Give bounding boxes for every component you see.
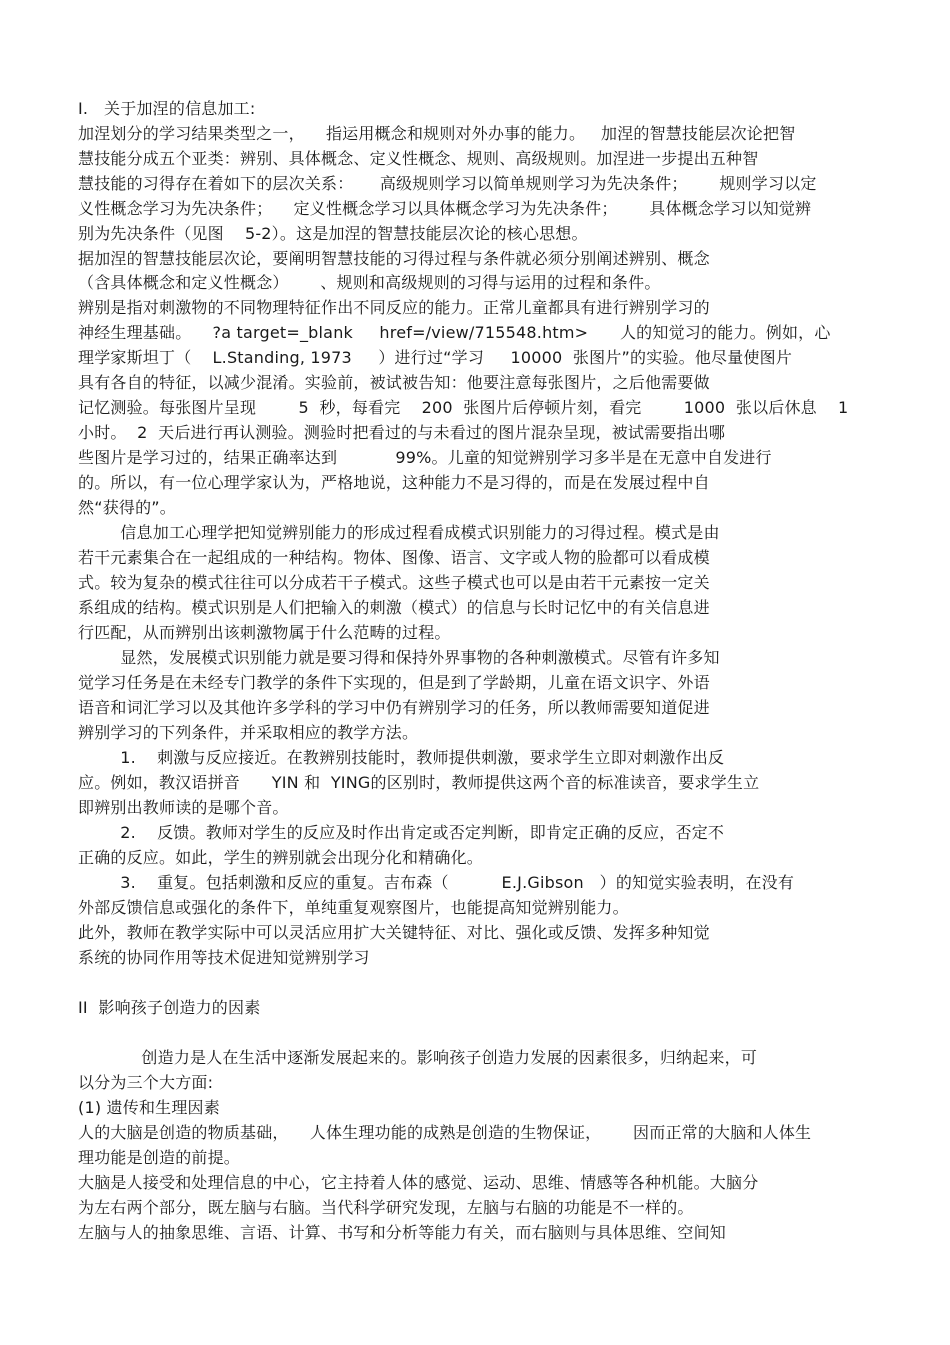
text-line: 据加涅的智慧技能层次论，要阐明智慧技能的习得过程与条件就必须分别阐述辨别、概念: [78, 249, 710, 268]
text-line: 式。较为复杂的模式往往可以分成若干子模式。这些子模式也可以是由若干元素按一定关: [78, 573, 710, 592]
text-line: 别为先决条件（见图 5-2）。这是加涅的智慧技能层次论的核心思想。: [78, 224, 588, 243]
section-1-heading: I. 关于加涅的信息加工:: [78, 99, 256, 118]
text-line: 行匹配，从而辨别出该刺激物属于什么范畴的过程。: [78, 623, 451, 642]
text-line: 大脑是人接受和处理信息的中心，它主持着人体的感觉、运动、思维、情感等各种机能。大脑分: [78, 1173, 759, 1192]
text-line: 创造力是人在生活中逐渐发展起来的。影响孩子创造力发展的因素很多，归纳起来，可: [78, 1048, 758, 1067]
text-line: 以分为三个大方面:: [78, 1073, 214, 1092]
text-line: 3. 重复。包括刺激和反应的重复。吉布森（ E.J.Gibson ）的知觉实验表明，在没有: [78, 873, 795, 892]
text-line: 的。所以，有一位心理学家认为，严格地说，这种能力不是习得的，而是在发展过程中自: [78, 473, 710, 492]
text-line: 显然，发展模式识别能力就是要习得和保持外界事物的各种刺激模式。尽管有许多知: [78, 648, 720, 667]
text-line: 此外，教师在教学实际中可以灵活应用扩大关键特征、对比、强化或反馈、发挥多种知觉: [78, 923, 710, 942]
text-line: 人的大脑是创造的物质基础， 人体生理功能的成熟是创造的生物保证， 因而正常的大脑和人体生: [78, 1123, 812, 1142]
text-line: 语音和词汇学习以及其他许多学科的学习中仍有辨别学习的任务，所以教师需要知道促进: [78, 698, 710, 717]
text-line: 即辨别出教师读的是哪个音。: [78, 798, 289, 817]
text-line: 加涅划分的学习结果类型之一， 指运用概念和规则对外办事的能力。 加涅的智慧技能层次论把智: [78, 124, 796, 143]
text-line: 辨别是指对刺激物的不同物理特征作出不同反应的能力。正常儿童都具有进行辨别学习的: [78, 298, 710, 317]
text-line: 为左右两个部分，既左脑与右脑。当代科学研究发现，左脑与右脑的功能是不一样的。: [78, 1198, 694, 1217]
text-line: (1) 遗传和生理因素: [78, 1098, 220, 1117]
section-2-heading: II 影响孩子创造力的因素: [78, 998, 261, 1017]
text-line: 系组成的结构。模式识别是人们把输入的刺激（模式）的信息与长时记忆中的有关信息进: [78, 598, 710, 617]
text-line: 理功能是创造的前提。: [78, 1148, 241, 1167]
text-line: 外部反馈信息或强化的条件下，单纯重复观察图片，也能提高知觉辨别能力。: [78, 898, 629, 917]
text-line: 应。例如，教汉语拼音 YIN 和 YING的区别时，教师提供这两个音的标准读音，要求学生立: [78, 773, 760, 792]
text-line: 然“获得的”。: [78, 498, 176, 517]
text-line: 左脑与人的抽象思维、言语、计算、书写和分析等能力有关，而右脑则与具体思维、空间知: [78, 1223, 727, 1242]
text-line: （含具体概念和定义性概念） 、规则和高级规则的习得与运用的过程和条件。: [78, 273, 661, 292]
text-line: 记忆测验。每张图片呈现 5 秒，每看完 200 张图片后停顿片刻，看完 1000 张以后休息 1: [78, 398, 849, 417]
text-line: 觉学习任务是在未经专门教学的条件下实现的，但是到了学龄期，儿童在语文识字、外语: [78, 673, 710, 692]
text-line: 义性概念学习为先决条件； 定义性概念学习以具体概念学习为先决条件； 具体概念学习以知觉辨: [78, 199, 812, 218]
text-line: 正确的反应。如此，学生的辨别就会出现分化和精确化。: [78, 848, 484, 867]
text-line: 些图片是学习过的，结果正确率达到 99%。儿童的知觉辨别学习多半是在无意中自发进行: [78, 448, 772, 467]
text-line: 神经生理基础。 ?a target=_blank href=/view/715548.htm> 人的知觉习的能力。例如，心: [78, 323, 831, 342]
text-line: 2. 反馈。教师对学生的反应及时作出肯定或否定判断，即肯定正确的反应，否定不: [78, 823, 725, 842]
text-line: 系统的协同作用等技术促进知觉辨别学习: [78, 948, 370, 967]
text-line: 辨别学习的下列条件，并采取相应的教学方法。: [78, 723, 419, 742]
text-line: 慧技能的习得存在着如下的层次关系： 高级规则学习以简单规则学习为先决条件； 规则学习以定: [78, 174, 817, 193]
text-line: 若干元素集合在一起组成的一种结构。物体、图像、语言、文字或人物的脸都可以看成模: [78, 548, 710, 567]
text-line: 1. 刺激与反应接近。在教辨别技能时，教师提供刺激，要求学生立即对刺激作出反: [78, 748, 725, 767]
text-line: 小时。 2 天后进行再认测验。测验时把看过的与未看过的图片混杂呈现，被试需要指出哪: [78, 423, 726, 442]
text-line: 理学家斯坦丁（ L.Standing, 1973 ）进行过“学习 10000 张图片”的实验。他尽量使图片: [78, 348, 793, 367]
text-line: 慧技能分成五个亚类：辨别、具体概念、定义性概念、规则、高级规则。加涅进一步提出五种智: [78, 149, 759, 168]
text-line: 信息加工心理学把知觉辨别能力的形成过程看成模式识别能力的习得过程。模式是由: [78, 523, 720, 542]
text-line: 具有各自的特征，以减少混淆。实验前，被试被告知：他要注意每张图片，之后他需要做: [78, 373, 710, 392]
